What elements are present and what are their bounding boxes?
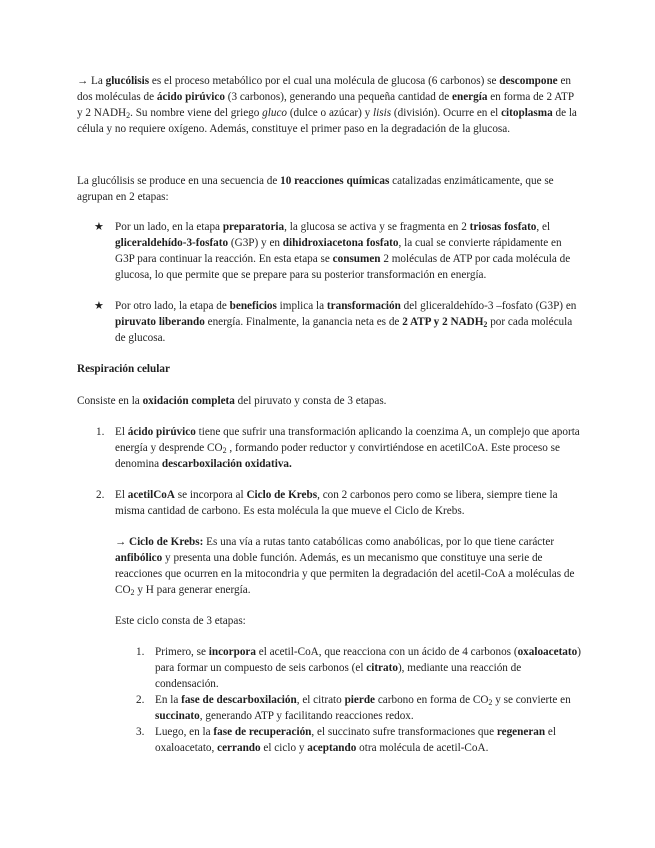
star-bullet-icon: ★	[94, 300, 104, 312]
list-number: 2.	[96, 489, 105, 501]
list-item: 3. Luego, en la fase de recuperación, el succinato sufre transformaciones que regeneran el oxaloacetato, cerrando el ciclo y aceptando otra molécula de acetil-CoA.	[136, 726, 556, 754]
glycolysis-stages-intro: La glucólisis se produce en una secuencia de 10 reacciones químicas catalizadas enzimáticamente, que se agrupan en 2 etapas:	[77, 175, 554, 203]
krebs-cycle-paragraph: → Ciclo de Krebs: Es una vía a rutas tanto catabólicas como anabólicas, por lo que tiene carácter anfibólico y presenta una doble función. Además, es un mecanismo que constituye una serie de reacciones que ocurren en la mitocondria y que permiten la degradación del acetil-CoA a moléculas de $CO_2$ y H para generar energía.	[115, 536, 575, 597]
list-number: 2.	[136, 694, 145, 706]
list-item: ★ Por un lado, en la etapa preparatoria, la glucosa se activa y se fragmenta en 2 triosas fosfato, el gliceraldehído-3-fosfato (G3P) y en dihidroxiacetona fosfato, la cual se convierte rápidamente en G3P para continuar la reacción. En esta etapa se consumen 2 moléculas de ATP por cada molécula de glucosa, lo que permite que se prepare para su posterior transformación en energía.	[94, 221, 571, 281]
list-number: 1.	[136, 646, 145, 658]
list-item: 1. Primero, se incorpora el acetil-CoA, que reacciona con un ácido de 4 carbonos (oxaloacetato) para formar un compuesto de seis carbonos (el citrato), mediante una reacción de condensación.	[136, 646, 581, 690]
list-item: 2. En la fase de descarboxilación, el citrato pierde carbono en forma de $CO_2$ y se convierte en succinato, generando ATP y facilitando reacciones redox.	[136, 694, 571, 722]
list-item: 1. El ácido pirúvico tiene que sufrir una transformación aplicando la coenzima A, un complejo que aporta energía y desprende $CO_2$ , formando poder reductor y convirtiéndose en acetilCoA. Este proceso se denomina descarboxilación oxidativa.	[96, 426, 580, 470]
krebs-phases-list	[115, 644, 582, 756]
respiration-intro-paragraph: Consiste en la oxidación completa del piruvato y consta de 3 etapas.	[77, 395, 387, 407]
list-number: 3.	[136, 726, 145, 738]
glycolysis-intro-paragraph: → La glucólisis es el proceso metabólico por el cual una molécula de glucosa (6 carbonos) se descompone en dos moléculas de ácido pirúvico (3 carbonos), generando una pequeña cantidad de energía en forma de 2 ATP y 2 $NADH_2$. Su nombre viene del griego gluco (dulce o azúcar) y lisis (división). Ocurre en el citoplasma de la célula y no requiere oxígeno. Además, constituye el primer paso en la degradación de la glucosa.	[77, 75, 577, 135]
glycolysis-stages-list	[77, 219, 582, 346]
arrow-icon: →	[77, 75, 89, 87]
list-item: ★ Por otro lado, la etapa de beneficios implica la transformación del gliceraldehído-3 –fosfato (G3P) en piruvato liberando energía. Finalmente, la ganancia neta es de 2 ATP y 2 $NADH_2$ por cada molécula de glucosa.	[94, 300, 577, 344]
section-heading: Respiración celular	[77, 363, 170, 375]
document-page	[77, 73, 582, 771]
star-bullet-icon: ★	[94, 221, 104, 233]
arrow-icon: →	[115, 536, 127, 548]
list-item: 2. El acetilCoA se incorpora al Ciclo de Krebs, con 2 carbonos pero como se libera, siempre tiene la misma cantidad de carbono. Es esta molécula la que mueve el Ciclo de Krebs. → Ciclo de Krebs: Es una vía a rutas tanto catabólicas como anabólicas, por lo que tiene carácter anfibólico y presenta una doble función. Además, es un mecanismo que constituye una serie de reacciones que ocurren en la mitocondria y que permiten la degradación del acetil-CoA a moléculas de $CO_2$ y H para generar energía. Este ciclo consta de 3 etapas: 1. Primero, se incorpora el acetil-CoA, que reacciona con un ácido de 4 carbonos (oxaloacetato) para formar un compuesto de seis carbonos (el citrato), mediante una reacción de condensación. 2. En la fase de descarboxilación, el citrato pierde carbono en forma de $CO_2$ y se convierte en succinato, generando ATP y facilitando reacciones redox. 3. Luego, en la fase de recuperación, el succinato sufre transformaciones que regeneran el oxaloacetato, cerrando el ciclo y aceptando otra molécula de acetil-CoA.	[96, 489, 581, 754]
respiration-steps-list	[77, 424, 582, 756]
list-number: 1.	[96, 426, 105, 438]
krebs-phases-intro: Este ciclo consta de 3 etapas:	[115, 615, 246, 627]
